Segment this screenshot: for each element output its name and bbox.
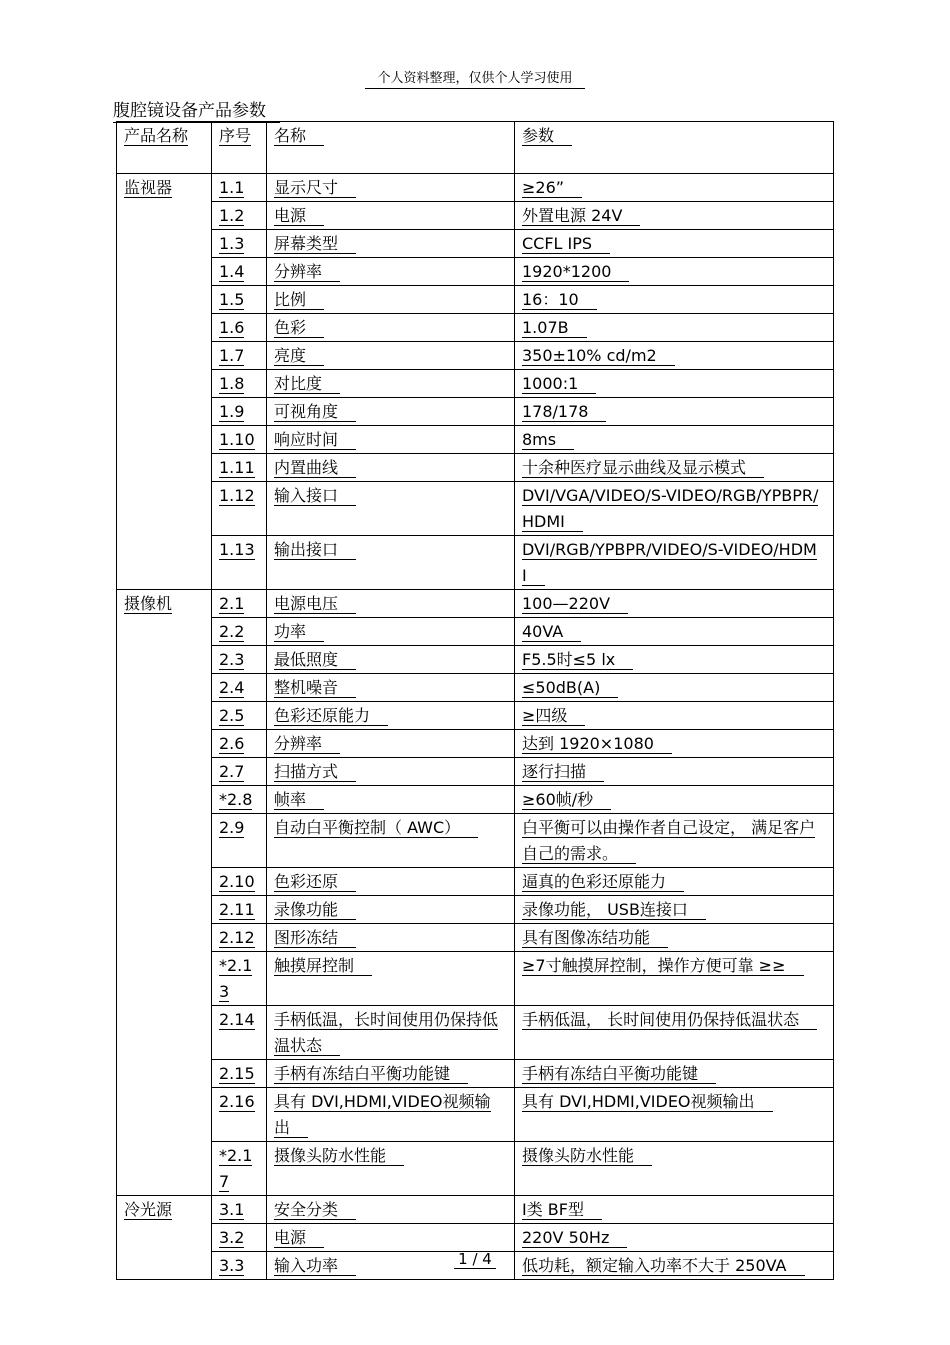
item-name: 录像功能	[274, 900, 356, 920]
item-parameter: DVI/RGB/YPBPR/VIDEO/S-VIDEO/HDMI	[522, 540, 817, 585]
table-row	[117, 646, 834, 674]
item-parameter: 摄像头防水性能	[522, 1146, 652, 1166]
table-row	[117, 1142, 834, 1196]
item-name: 具有 DVI,HDMI,VIDEO视频输出	[274, 1092, 491, 1137]
row-number-cell	[212, 454, 267, 482]
item-name-cell	[267, 398, 515, 426]
table-row	[117, 730, 834, 758]
table-row	[117, 758, 834, 786]
item-parameter-cell	[515, 1006, 834, 1060]
item-parameter: 40VA	[522, 622, 581, 642]
item-parameter: 1920*1200	[522, 262, 629, 282]
item-name-cell	[267, 202, 515, 230]
table-row	[117, 1088, 834, 1142]
table-row	[117, 202, 834, 230]
row-number: 1.4	[219, 262, 245, 281]
row-number: 3.3	[219, 1256, 245, 1275]
item-name: 电源电压	[274, 594, 356, 614]
row-number: 2.2	[219, 622, 245, 641]
item-parameter-cell	[515, 370, 834, 398]
item-name-cell	[267, 314, 515, 342]
item-name-cell	[267, 286, 515, 314]
item-parameter-cell	[515, 1088, 834, 1142]
row-number-cell	[212, 1224, 267, 1252]
item-name: 色彩	[274, 318, 324, 338]
item-name-cell	[267, 230, 515, 258]
table-row	[117, 174, 834, 202]
item-parameter-cell	[515, 536, 834, 590]
item-name: 整机噪音	[274, 678, 356, 698]
row-number-cell	[212, 370, 267, 398]
row-number: 3.2	[219, 1228, 245, 1247]
item-parameter: ≤50dB(A)	[522, 678, 618, 698]
table-row	[117, 1006, 834, 1060]
item-parameter: CCFL IPS	[522, 234, 610, 254]
item-name: 电源	[274, 206, 324, 226]
item-name: 亮度	[274, 346, 324, 366]
item-name-cell	[267, 702, 515, 730]
table-row	[117, 952, 834, 1006]
item-name: 图形冻结	[274, 928, 356, 948]
item-parameter: ≥26”	[522, 178, 582, 198]
item-parameter: 178/178	[522, 402, 606, 422]
row-number: *2.13	[219, 956, 253, 1001]
item-name: 比例	[274, 290, 324, 310]
row-number-cell	[212, 174, 267, 202]
item-name-cell	[267, 730, 515, 758]
item-name: 自动白平衡控制（ AWC）	[274, 818, 478, 838]
item-parameter: 16：10	[522, 290, 597, 310]
item-parameter: 低功耗，额定输入功率不大于 250VA	[522, 1256, 805, 1276]
item-parameter: 手柄低温， 长时间使用仍保持低温状态	[522, 1010, 817, 1030]
item-parameter: ≥60帧/秒	[522, 790, 611, 810]
item-parameter: 1.07B	[522, 318, 587, 338]
item-name-cell	[267, 618, 515, 646]
table-row	[117, 314, 834, 342]
page-header-text: 个人资料整理，仅供个人学习使用	[365, 71, 584, 89]
item-name: 手柄低温，长时间使用仍保持低温状态	[274, 1010, 499, 1055]
row-number-cell	[212, 868, 267, 896]
item-parameter: I类 BF型	[522, 1200, 602, 1220]
table-row	[117, 1224, 834, 1252]
product-name: 摄像机	[124, 594, 173, 613]
item-name: 分辨率	[274, 734, 340, 754]
product-name: 冷光源	[124, 1200, 173, 1219]
row-number: 1.6	[219, 318, 245, 337]
row-number-cell	[212, 618, 267, 646]
row-number: 2.7	[219, 762, 245, 781]
item-name: 摄像头防水性能	[274, 1146, 404, 1166]
item-name: 输入接口	[274, 486, 356, 506]
product-name-cell	[117, 590, 212, 1196]
row-number: 1.5	[219, 290, 245, 309]
item-name-cell	[267, 1196, 515, 1224]
item-name-cell	[267, 454, 515, 482]
item-name: 扫描方式	[274, 762, 356, 782]
item-parameter-cell	[515, 314, 834, 342]
table-row	[117, 1060, 834, 1088]
row-number-cell	[212, 314, 267, 342]
item-parameter: 350±10% cd/m2	[522, 346, 675, 366]
item-name-cell	[267, 786, 515, 814]
item-parameter-cell	[515, 674, 834, 702]
row-number-cell	[212, 786, 267, 814]
item-parameter: ≥四级	[522, 706, 585, 726]
item-parameter: 手柄有冻结白平衡功能键	[522, 1064, 716, 1084]
item-name-cell	[267, 590, 515, 618]
row-number: 2.5	[219, 706, 245, 725]
row-number-cell	[212, 674, 267, 702]
product-name-cell	[117, 174, 212, 590]
row-number-cell	[212, 1196, 267, 1224]
row-number: 2.6	[219, 734, 245, 753]
item-parameter: 具有 DVI,HDMI,VIDEO视频输出	[522, 1092, 773, 1112]
item-parameter-cell	[515, 1196, 834, 1224]
spec-table-body	[117, 174, 834, 1280]
item-name-cell	[267, 1006, 515, 1060]
item-name-cell	[267, 174, 515, 202]
item-name: 可视角度	[274, 402, 356, 422]
row-number: 1.12	[219, 486, 255, 505]
item-parameter-cell	[515, 1224, 834, 1252]
table-row	[117, 426, 834, 454]
item-parameter: 1000:1	[522, 374, 596, 394]
table-row	[117, 230, 834, 258]
item-name-cell	[267, 924, 515, 952]
item-parameter-cell	[515, 1142, 834, 1196]
row-number: 2.14	[219, 1010, 255, 1029]
item-parameter-cell	[515, 258, 834, 286]
column-header: 序号	[212, 122, 267, 174]
table-row	[117, 398, 834, 426]
item-name-cell	[267, 1060, 515, 1088]
row-number-cell	[212, 342, 267, 370]
row-number-cell	[212, 730, 267, 758]
item-parameter-cell	[515, 398, 834, 426]
row-number: 2.1	[219, 594, 245, 613]
item-parameter: 100—220V	[522, 594, 628, 614]
item-name: 帧率	[274, 790, 324, 810]
table-row	[117, 924, 834, 952]
item-name-cell	[267, 758, 515, 786]
item-parameter-cell	[515, 174, 834, 202]
item-name-cell	[267, 952, 515, 1006]
item-parameter-cell	[515, 618, 834, 646]
column-header: 名称	[267, 122, 515, 174]
page-header	[0, 67, 950, 86]
row-number-cell	[212, 758, 267, 786]
item-parameter: 达到 1920×1080	[522, 734, 672, 754]
row-number-cell	[212, 398, 267, 426]
item-name-cell	[267, 536, 515, 590]
item-name-cell	[267, 1142, 515, 1196]
row-number: *2.8	[219, 790, 253, 809]
table-row	[117, 482, 834, 536]
item-name: 响应时间	[274, 430, 356, 450]
row-number: 2.9	[219, 818, 245, 837]
table-row	[117, 370, 834, 398]
item-name-cell	[267, 646, 515, 674]
item-parameter-cell	[515, 896, 834, 924]
column-header: 产品名称	[117, 122, 212, 174]
row-number-cell	[212, 1060, 267, 1088]
item-name: 触摸屏控制	[274, 956, 372, 976]
table-row	[117, 786, 834, 814]
row-number-cell	[212, 590, 267, 618]
spec-table	[116, 121, 834, 1280]
item-name: 手柄有冻结白平衡功能键	[274, 1064, 468, 1084]
table-row	[117, 896, 834, 924]
table-row	[117, 702, 834, 730]
table-header-row	[117, 122, 834, 174]
table-row	[117, 618, 834, 646]
row-number-cell	[212, 1142, 267, 1196]
row-number: 2.11	[219, 900, 255, 919]
row-number-cell	[212, 258, 267, 286]
item-parameter-cell	[515, 590, 834, 618]
item-name: 色彩还原能力	[274, 706, 388, 726]
item-parameter: F5.5时≤5 lx	[522, 650, 633, 670]
product-name: 监视器	[124, 178, 173, 197]
row-number: 2.4	[219, 678, 245, 697]
page-number-text: 1 / 4	[454, 1250, 496, 1269]
table-row	[117, 286, 834, 314]
row-number-cell	[212, 202, 267, 230]
table-row	[117, 674, 834, 702]
item-parameter: 十余种医疗显示曲线及显示模式	[522, 458, 764, 478]
item-parameter-cell	[515, 202, 834, 230]
item-parameter: 具有图像冻结功能	[522, 928, 668, 948]
row-number: 1.9	[219, 402, 245, 421]
row-number: 1.7	[219, 346, 245, 365]
item-parameter: 220V 50Hz	[522, 1228, 627, 1248]
row-number: 1.13	[219, 540, 255, 559]
item-name-cell	[267, 674, 515, 702]
row-number-cell	[212, 896, 267, 924]
item-name: 对比度	[274, 374, 340, 394]
item-parameter: 白平衡可以由操作者自己设定， 满足客户自己的需求。	[522, 818, 816, 863]
row-number: 2.3	[219, 650, 245, 669]
row-number-cell	[212, 1006, 267, 1060]
row-number: 1.10	[219, 430, 255, 449]
item-name-cell	[267, 1088, 515, 1142]
item-name-cell	[267, 370, 515, 398]
row-number-cell	[212, 702, 267, 730]
item-parameter-cell	[515, 730, 834, 758]
page-number	[0, 1250, 950, 1268]
item-parameter: 外置电源 24V	[522, 206, 640, 226]
table-row	[117, 814, 834, 868]
row-number-cell	[212, 646, 267, 674]
item-parameter-cell	[515, 342, 834, 370]
item-parameter: 逼真的色彩还原能力	[522, 872, 684, 892]
row-number: 2.16	[219, 1092, 255, 1111]
item-parameter-cell	[515, 952, 834, 1006]
item-name: 内置曲线	[274, 458, 356, 478]
document-title: 腹腔镜设备产品参数	[113, 96, 280, 123]
item-name: 安全分类	[274, 1200, 356, 1220]
item-parameter-cell	[515, 702, 834, 730]
row-number: 2.12	[219, 928, 255, 947]
item-name-cell	[267, 342, 515, 370]
row-number-cell	[212, 536, 267, 590]
item-name: 最低照度	[274, 650, 356, 670]
item-parameter: 录像功能， USB连接口	[522, 900, 706, 920]
row-number-cell	[212, 952, 267, 1006]
item-name: 输出接口	[274, 540, 356, 560]
row-number: 1.2	[219, 206, 245, 225]
column-header: 参数	[515, 122, 834, 174]
item-parameter-cell	[515, 426, 834, 454]
table-row	[117, 1196, 834, 1224]
item-parameter-cell	[515, 1060, 834, 1088]
row-number: *2.17	[219, 1146, 253, 1191]
item-parameter-cell	[515, 482, 834, 536]
item-parameter-cell	[515, 454, 834, 482]
item-parameter-cell	[515, 814, 834, 868]
row-number-cell	[212, 1088, 267, 1142]
table-row	[117, 454, 834, 482]
row-number: 1.11	[219, 458, 255, 477]
item-name: 输入功率	[274, 1256, 356, 1276]
item-name-cell	[267, 258, 515, 286]
row-number: 1.1	[219, 178, 245, 197]
item-parameter-cell	[515, 786, 834, 814]
table-row	[117, 868, 834, 896]
item-name-cell	[267, 814, 515, 868]
item-parameter-cell	[515, 230, 834, 258]
row-number-cell	[212, 814, 267, 868]
item-name: 电源	[274, 1228, 324, 1248]
item-parameter-cell	[515, 758, 834, 786]
item-name: 分辨率	[274, 262, 340, 282]
item-parameter-cell	[515, 868, 834, 896]
item-parameter-cell	[515, 646, 834, 674]
row-number: 2.10	[219, 872, 255, 891]
row-number: 3.1	[219, 1200, 245, 1219]
item-parameter-cell	[515, 286, 834, 314]
row-number-cell	[212, 482, 267, 536]
row-number: 1.8	[219, 374, 245, 393]
row-number: 2.15	[219, 1064, 255, 1083]
item-parameter: 8ms	[522, 430, 574, 450]
item-name-cell	[267, 482, 515, 536]
row-number-cell	[212, 426, 267, 454]
row-number: 1.3	[219, 234, 245, 253]
item-name-cell	[267, 1224, 515, 1252]
item-name: 色彩还原	[274, 872, 356, 892]
row-number-cell	[212, 286, 267, 314]
table-row	[117, 258, 834, 286]
item-name: 屏幕类型	[274, 234, 356, 254]
item-parameter: 逐行扫描	[522, 762, 604, 782]
item-name-cell	[267, 896, 515, 924]
item-name: 显示尺寸	[274, 178, 356, 198]
item-name-cell	[267, 868, 515, 896]
item-parameter: ≥7寸触摸屏控制，操作方便可靠 ≥≥	[522, 956, 804, 976]
row-number-cell	[212, 230, 267, 258]
table-row	[117, 536, 834, 590]
item-parameter-cell	[515, 924, 834, 952]
item-parameter: DVI/VGA/VIDEO/S-VIDEO/RGB/YPBPR/HDMI	[522, 486, 819, 531]
item-name: 功率	[274, 622, 324, 642]
row-number-cell	[212, 924, 267, 952]
item-name-cell	[267, 426, 515, 454]
table-row	[117, 342, 834, 370]
table-row	[117, 590, 834, 618]
